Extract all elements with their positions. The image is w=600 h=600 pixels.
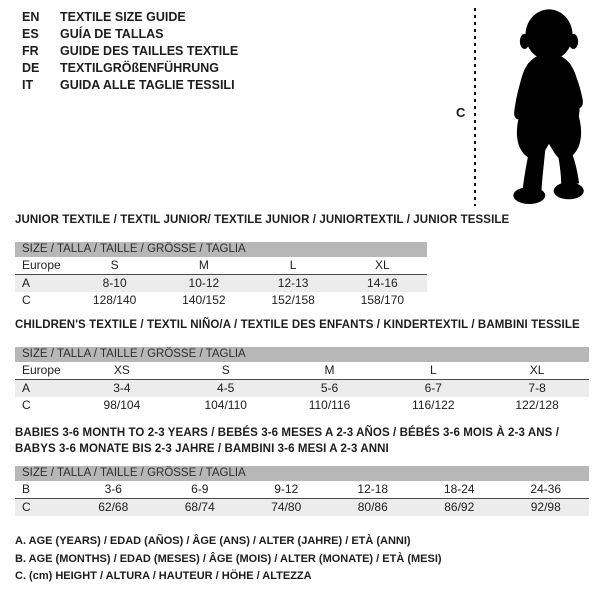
row-label: C <box>22 398 31 412</box>
age-cell: 7-8 <box>528 381 546 395</box>
table-row <box>15 397 589 414</box>
height-cell: 110/116 <box>308 398 351 412</box>
children-section-title: CHILDREN'S TEXTILE / TEXTIL NIÑO/A / TEXTILE DES ENFANTS / KINDERTEXTIL / BAMBINI TESSILE <box>15 319 580 331</box>
legend-line-b: B. AGE (MONTHS) / EDAD (MESES) / ÂGE (MOIS) / ALTER (MONATE) / ETÀ (MESI) <box>15 552 442 565</box>
age-cell: 24-36 <box>530 482 562 496</box>
height-cell: 158/170 <box>360 293 405 307</box>
title-line-de <box>22 60 238 77</box>
size-cell: L <box>429 363 437 377</box>
title-line-fr <box>22 43 238 60</box>
table-row <box>15 499 589 516</box>
height-cell: 62/68 <box>98 500 129 514</box>
babies-title-line-2: BABYS 3-6 MONATE BIS 2-3 JAHRE / BAMBINI 3-6 MESI A 2-3 ANNI <box>15 443 389 455</box>
size-header-bar: SIZE / TALLA / TAILLE / GRÖSSE / TAGLIA <box>15 347 589 362</box>
language-title-list <box>22 9 238 94</box>
age-cell: 3-6 <box>104 482 122 496</box>
size-cell: XS <box>113 363 130 377</box>
row-label: B <box>22 482 31 496</box>
age-cell: 4-5 <box>217 381 235 395</box>
height-cell: 122/128 <box>515 398 559 412</box>
age-cell: 10-12 <box>188 276 220 290</box>
title-line-en <box>22 9 238 26</box>
language-code: FR <box>22 44 39 58</box>
age-cell: 14-16 <box>367 276 398 290</box>
size-header-bar: SIZE / TALLA / TAILLE / GRÖSSE / TAGLIA <box>15 242 427 257</box>
age-cell: 5-6 <box>320 381 339 395</box>
age-cell: 3-4 <box>113 381 131 395</box>
language-code: ES <box>22 27 39 41</box>
table-row <box>15 481 589 499</box>
size-header-bar: SIZE / TALLA / TAILLE / GRÖSSE / TAGLIA <box>15 466 589 481</box>
row-label: A <box>22 276 31 290</box>
age-cell: 18-24 <box>443 482 475 496</box>
age-cell: 6-9 <box>191 482 209 496</box>
legend-line-c: C. (cm) HEIGHT / ALTURA / HAUTEUR / HÖHE / ALTEZZA <box>15 570 312 582</box>
size-cell: M <box>324 363 335 377</box>
height-cell: 86/92 <box>444 500 475 514</box>
height-measure-dashed-line <box>474 8 476 206</box>
height-cell: 74/80 <box>271 500 302 514</box>
height-cell: 152/158 <box>271 293 315 307</box>
height-measure-label: C <box>456 105 466 120</box>
toddler-silhouette-icon <box>502 5 596 215</box>
language-code: DE <box>22 61 40 75</box>
height-cell: 80/86 <box>357 500 388 514</box>
legend-line-a: A. AGE (YEARS) / EDAD (AÑOS) / ÂGE (ANS) / ALTER (JAHRE) / ETÀ (ANNI) <box>15 535 411 547</box>
row-label: Europe <box>22 258 61 272</box>
row-label: Europe <box>22 363 61 377</box>
size-cell: M <box>198 258 209 272</box>
babies-size-table <box>15 466 589 516</box>
age-cell: 8-10 <box>102 276 127 290</box>
language-code: IT <box>22 78 34 92</box>
babies-title-line-1: BABIES 3-6 MONTH TO 2-3 YEARS / BEBÉS 3-6 MESES A 2-3 AÑOS / BÉBÉS 3-6 MOIS À 2-3 ANS / <box>15 427 559 439</box>
table-row <box>15 380 589 397</box>
size-cell: S <box>110 258 119 272</box>
table-row <box>15 275 427 292</box>
size-cell: XL <box>529 363 545 377</box>
table-row <box>15 292 427 309</box>
height-cell: 98/104 <box>103 398 141 412</box>
size-cell: XL <box>375 258 390 272</box>
guide-title: TEXTILGRÖßENFÜHRUNG <box>60 61 220 75</box>
age-cell: 12-18 <box>357 482 389 496</box>
height-cell: 68/74 <box>184 500 215 514</box>
language-code: EN <box>22 10 40 24</box>
row-label: C <box>22 293 31 307</box>
children-size-table <box>15 347 589 414</box>
size-cell: S <box>221 363 230 377</box>
guide-title: GUIDE DES TAILLES TEXTILE <box>60 44 239 58</box>
age-cell: 9-12 <box>274 482 299 496</box>
table-row <box>15 362 589 380</box>
junior-section-title: JUNIOR TEXTILE / TEXTIL JUNIOR/ TEXTILE JUNIOR / JUNIORTEXTIL / JUNIOR TESSILE <box>15 214 510 226</box>
size-cell: L <box>289 258 297 272</box>
table-row <box>15 257 427 275</box>
height-cell: 116/122 <box>412 398 455 412</box>
guide-title: GUIDA ALLE TAGLIE TESSILI <box>60 78 235 92</box>
guide-title: TEXTILE SIZE GUIDE <box>60 10 186 24</box>
legend <box>15 533 442 586</box>
guide-title: GUÍA DE TALLAS <box>60 27 164 41</box>
height-cell: 128/140 <box>92 293 137 307</box>
height-cell: 104/110 <box>204 398 247 412</box>
row-label: C <box>22 500 31 514</box>
babies-section-title <box>15 425 559 457</box>
title-line-it <box>22 77 238 94</box>
age-cell: 6-7 <box>424 381 442 395</box>
row-label: A <box>22 381 31 395</box>
junior-size-table <box>15 242 427 309</box>
height-cell: 140/152 <box>182 293 226 307</box>
height-cell: 92/98 <box>530 500 561 514</box>
title-line-es <box>22 26 238 43</box>
age-cell: 12-13 <box>277 276 309 290</box>
